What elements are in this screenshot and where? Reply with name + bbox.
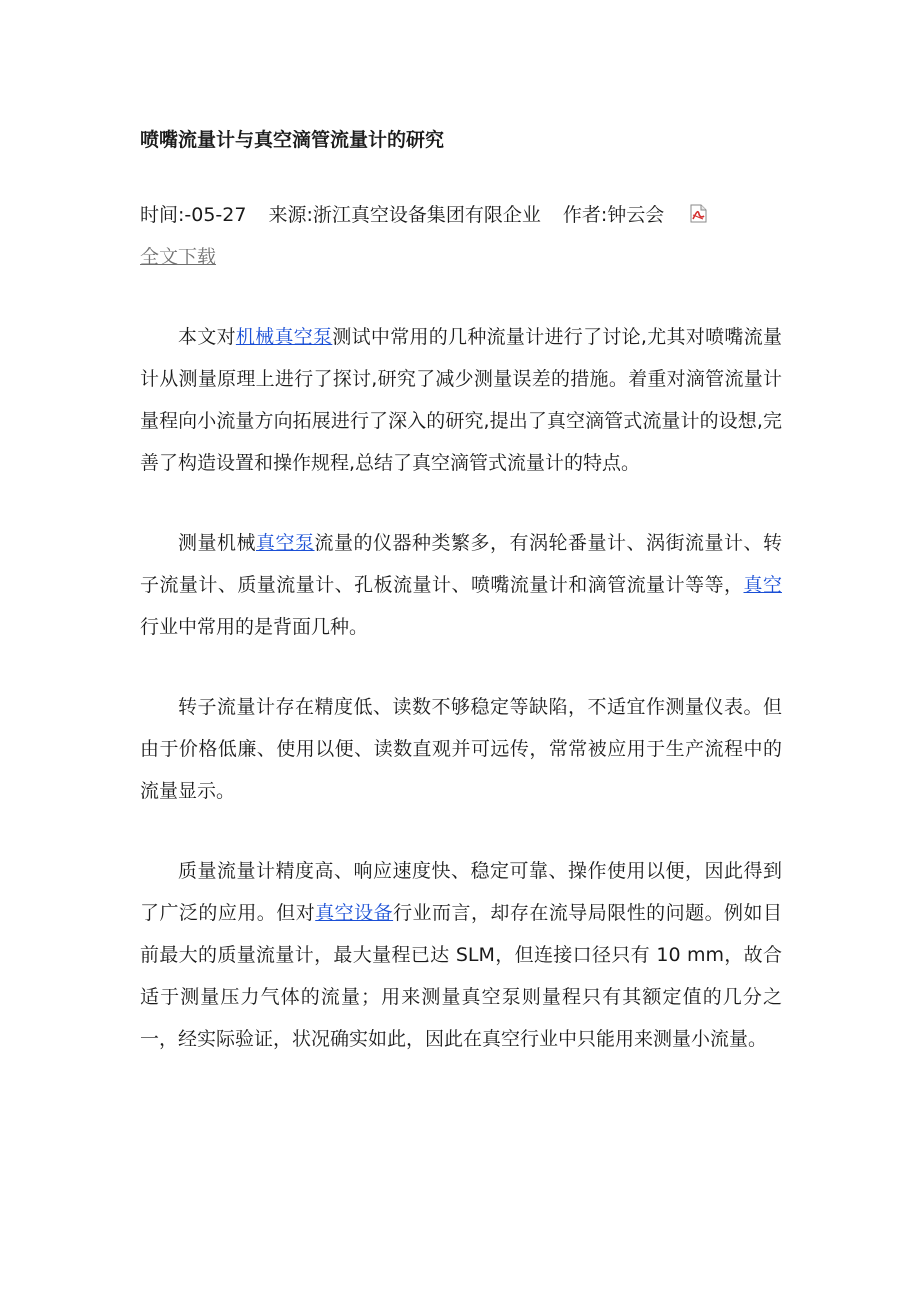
paragraph-instruments — [140, 522, 782, 648]
text-run: 流量的仪器种类繁多，有涡轮番量计、涡街流量计、转子流量计、质量流量计、孔板流量计、喷嘴流量计和滴管流量计等等， — [140, 532, 782, 596]
link-vacuum-equipment[interactable]: 真空设备 — [315, 902, 394, 924]
paragraph-mass-flowmeter — [140, 850, 782, 1060]
paragraph-abstract — [140, 316, 782, 484]
link-vacuum[interactable]: 真空 — [743, 574, 782, 596]
paragraph-rotameter: 转子流量计存在精度低、读数不够稳定等缺陷，不适宜作测量仪表。但由于价格低廉、使用以便、读数直观并可远传，常常被应用于生产流程中的流量显示。 — [140, 696, 782, 802]
text-run: 行业中常用的是背面几种。 — [140, 616, 369, 638]
text-run: 本文对 — [178, 326, 236, 348]
article-source: 来源:浙江真空设备集团有限企业 — [268, 204, 541, 226]
article-author: 作者:钟云会 — [562, 204, 665, 226]
text-run: 质量流量计精度高、响应速度快、稳定可靠、操作使用以便，因此得到了广泛的应用。但对 — [140, 860, 782, 924]
full-text-download-link[interactable]: 全文下载 — [140, 246, 217, 268]
link-mechanical-vacuum-pump[interactable]: 机械真空泵 — [235, 326, 333, 348]
link-vacuum-pump[interactable]: 真空泵 — [256, 532, 315, 554]
publish-time: 时间:-05-27 — [140, 204, 247, 226]
article — [140, 120, 782, 1060]
pdf-file-icon[interactable] — [690, 204, 707, 223]
text-run: 行业而言，却存在流导局限性的问题。例如目前最大的质量流量计，最大量程已达 SLM，但连接口径只有 10 mm，故合适于测量压力气体的流量；用来测量真空泵则量程只有其额定值的几分之一，经实际验证，状况确实如此，因此在真空行业中只能用来测量小流量。 — [140, 902, 782, 1050]
text-run: 测量机械 — [178, 532, 256, 554]
article-meta — [140, 194, 782, 278]
article-title: 喷嘴流量计与真空滴管流量计的研究 — [140, 129, 445, 151]
text-run: 测试中常用的几种流量计进行了讨论,尤其对喷嘴流量计从测量原理上进行了探讨,研究了减少测量误差的措施。着重对滴管流量计量程向小流量方向拓展进行了深入的研究,提出了真空滴管式流量计的设想,完善了构造设置和操作规程,总结了真空滴管式流量计的特点。 — [140, 326, 782, 474]
